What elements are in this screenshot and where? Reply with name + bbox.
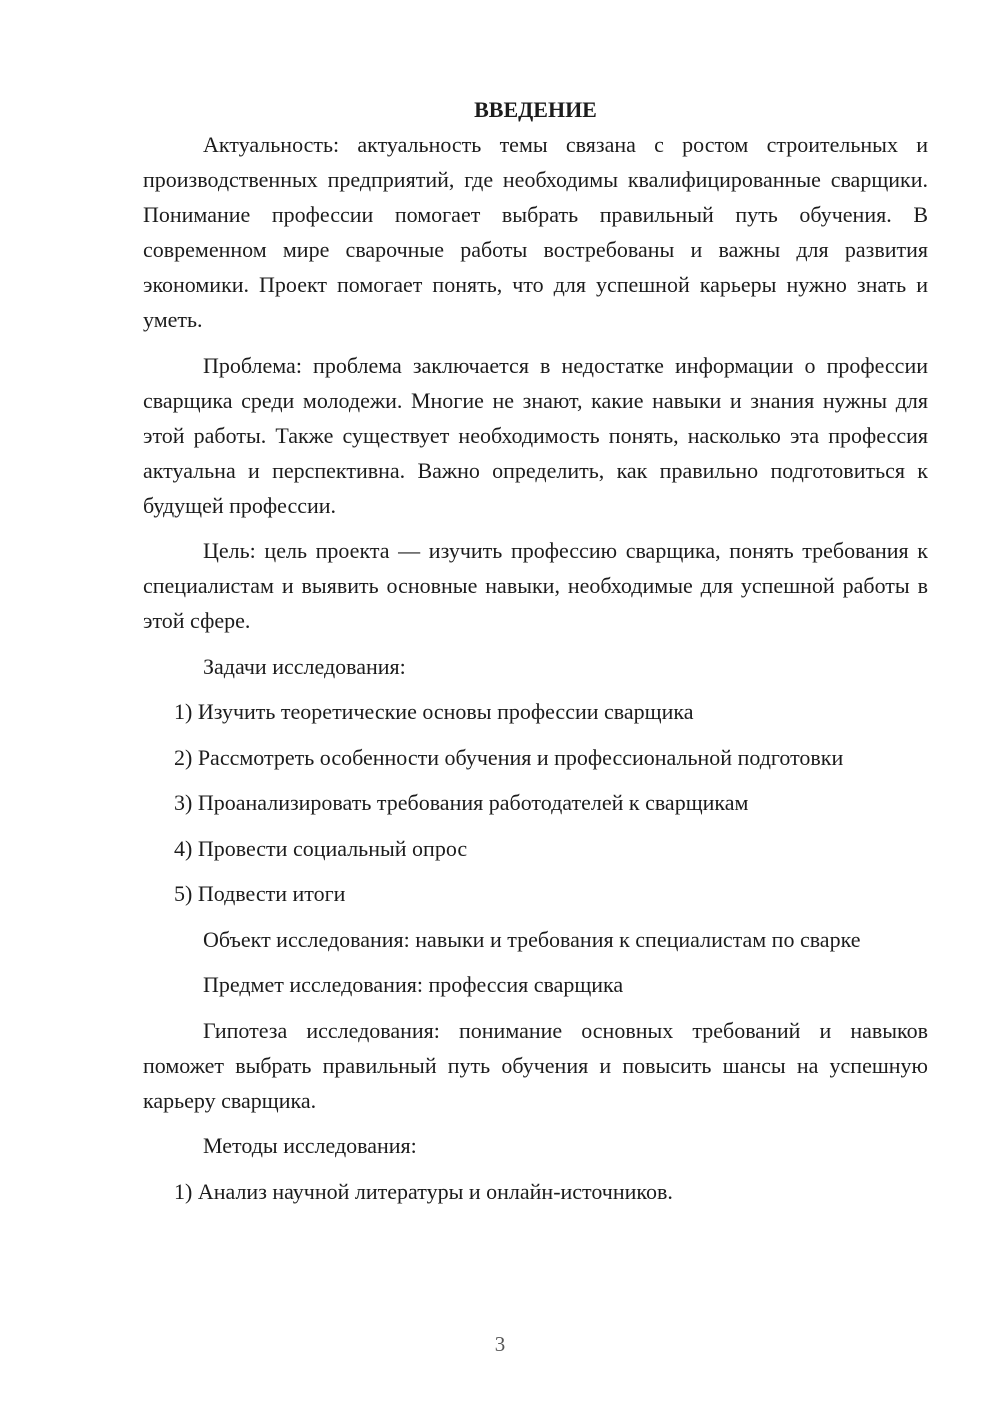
paragraph-tasks-heading: Задачи исследования: [203, 653, 406, 679]
task-item: 5) Подвести итоги [174, 881, 346, 906]
document-page [143, 92, 928, 1219]
paragraph-object: Объект исследования: навыки и требования к специалистам по сварке [203, 926, 861, 952]
task-item: 1) Изучить теоретические основы профессии сварщика [174, 699, 694, 724]
paragraph-problem: Проблема: проблема заключается в недостатке информации о профессии сварщика среди молодежи. Многие не знают, какие навыки и знания нужны для этой работы. Также существует необходимость понять, насколько эта профессия актуальна и перспективна. Важно определить, как правильно подготовиться к будущей профессии. [143, 352, 928, 518]
paragraph-subject: Предмет исследования: профессия сварщика [203, 972, 624, 997]
document-title: ВВЕДЕНИЕ [474, 97, 597, 122]
paragraph-goal: Цель: цель проекта — изучить профессию сварщика, понять требования к специалистам и выявить основные навыки, необходимые для успешной работы в этой сфере. [143, 538, 928, 633]
paragraph-methods-heading: Методы исследования: [203, 1133, 417, 1158]
task-item: 3) Проанализировать требования работодателей к сварщикам [174, 790, 749, 815]
page-number: 3 [494, 1332, 506, 1356]
paragraph-hypothesis: Гипотеза исследования: понимание основных требований и навыков поможет выбрать правильный путь обучения и повысить шансы на успешную карьеру сварщика. [143, 1017, 928, 1113]
task-item: 4) Провести социальный опрос [174, 835, 468, 861]
paragraph-relevance: Актуальность: актуальность темы связана с ростом строительных и производственных предприятий, где необходимы квалифицированные сварщики. Понимание профессии помогает выбрать правильный путь обучения. В современном мире сварочные работы востребованы и важны для развития экономики. Проект помогает понять, что для успешной карьеры нужно знать и уметь. [143, 132, 928, 332]
task-item: 2) Рассмотреть особенности обучения и профессиональной подготовки [174, 744, 844, 770]
method-item: 1) Анализ научной литературы и онлайн-источников. [174, 1178, 673, 1204]
